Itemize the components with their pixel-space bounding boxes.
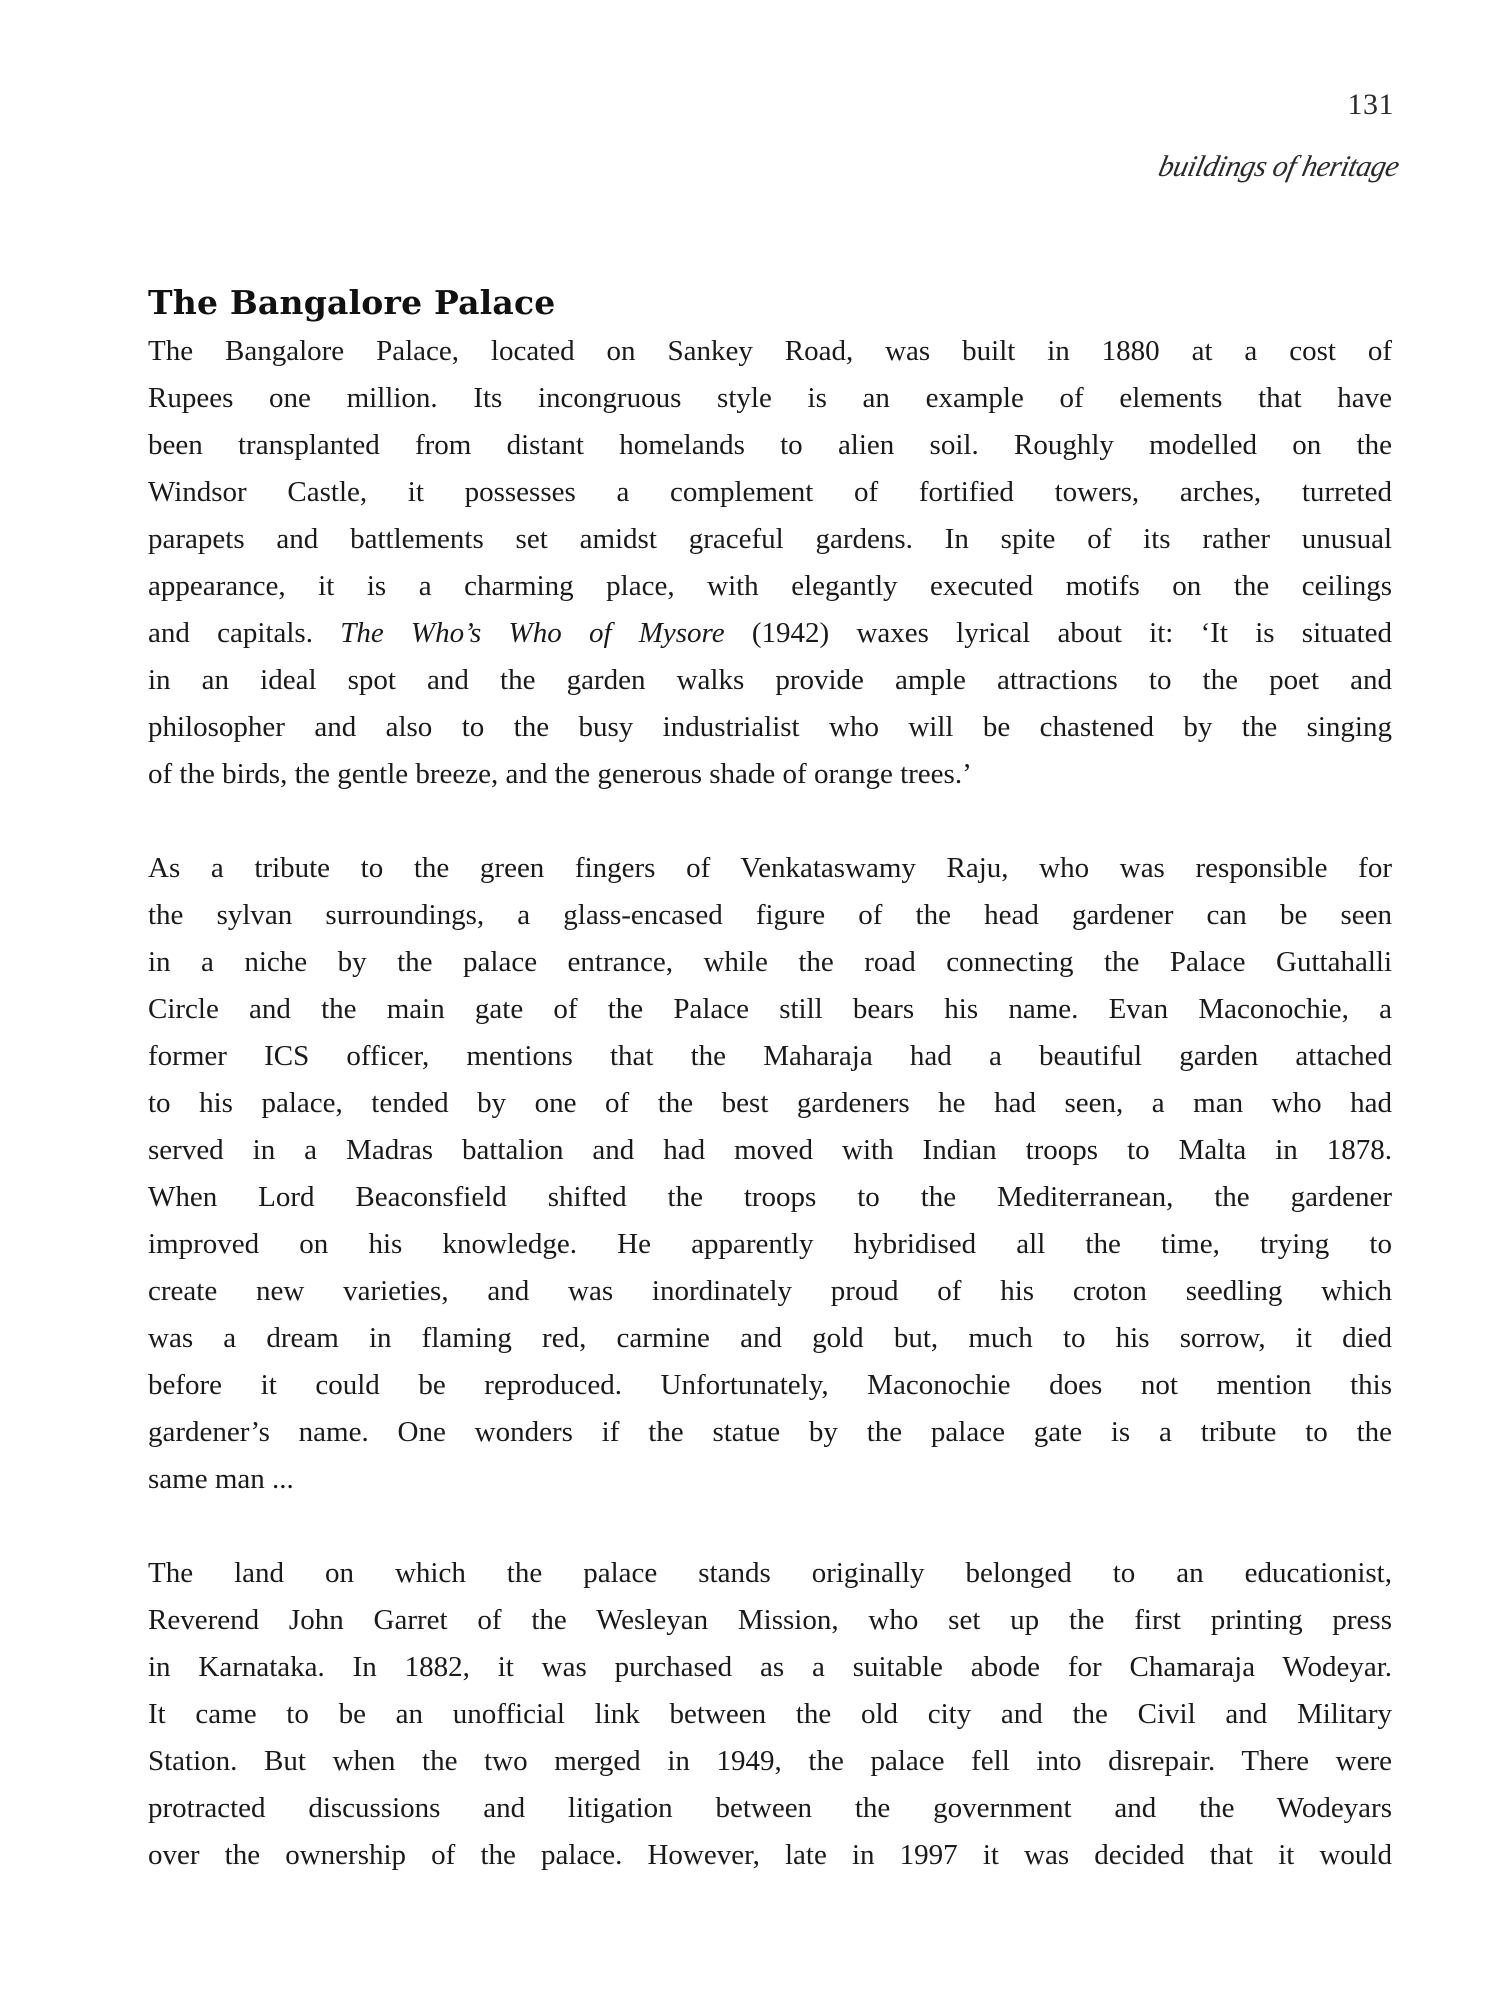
text-line: protracted discussions and litigation between the government and the Wodeyars <box>148 1792 1392 1824</box>
text-line: gardener’s name. One wonders if the statue by the palace gate is a tribute to the <box>148 1416 1392 1448</box>
text-line: Windsor Castle, it possesses a complement of fortified towers, arches, turreted <box>148 476 1392 508</box>
section-title: The Bangalore Palace <box>148 283 556 322</box>
text-line: As a tribute to the green fingers of Venkataswamy Raju, who was responsible for <box>148 852 1392 884</box>
paragraph-spacer <box>148 1503 1392 1550</box>
paragraph-spacer <box>148 798 1392 845</box>
text-line: was a dream in flaming red, carmine and gold but, much to his sorrow, it died <box>148 1322 1392 1354</box>
text-line: been transplanted from distant homelands to alien soil. Roughly modelled on the <box>148 429 1392 461</box>
paragraph-2 <box>148 845 1392 1503</box>
text-line: served in a Madras battalion and had moved with Indian troops to Malta in 1878. <box>148 1134 1392 1166</box>
text-line: of the birds, the gentle breeze, and the generous shade of orange trees.’ <box>148 758 972 790</box>
text-line: philosopher and also to the busy industrialist who will be chastened by the singing <box>148 711 1392 743</box>
paragraph-3 <box>148 1550 1392 1879</box>
text-line: parapets and battlements set amidst graceful gardens. In spite of its rather unusual <box>148 523 1392 555</box>
text-line: The land on which the palace stands originally belonged to an educationist, <box>148 1557 1392 1589</box>
text-line: in a niche by the palace entrance, while the road connecting the Palace Guttahalli <box>148 946 1392 978</box>
text-line: the sylvan surroundings, a glass-encased figure of the head gardener can be seen <box>148 899 1392 931</box>
running-head: buildings of heritage <box>1155 150 1402 183</box>
text-line: When Lord Beaconsfield shifted the troops to the Mediterranean, the gardener <box>148 1181 1392 1213</box>
text-line: create new varieties, and was inordinately proud of his croton seedling which <box>148 1275 1392 1307</box>
text-fragment: and capitals. <box>148 617 341 649</box>
text-line: The Bangalore Palace, located on Sankey Road, was built in 1880 at a cost of <box>148 335 1392 367</box>
text-line: Rupees one million. Its incongruous style is an example of elements that have <box>148 382 1392 414</box>
article-body <box>148 282 1392 1879</box>
text-line: appearance, it is a charming place, with elegantly executed motifs on the ceilings <box>148 570 1392 602</box>
text-line: Reverend John Garret of the Wesleyan Mission, who set up the first printing press <box>148 1604 1392 1636</box>
text-line: in an ideal spot and the garden walks provide ample attractions to the poet and <box>148 664 1392 696</box>
book-title-citation: The Who’s Who of Mysore <box>340 617 725 649</box>
text-line: before it could be reproduced. Unfortunately, Maconochie does not mention this <box>148 1369 1392 1401</box>
text-line: It came to be an unofficial link between the old city and the Civil and Military <box>148 1698 1392 1730</box>
text-line: over the ownership of the palace. However, late in 1997 it was decided that it would <box>148 1839 1392 1871</box>
text-line: improved on his knowledge. He apparently hybridised all the time, trying to <box>148 1228 1392 1260</box>
text-line: Station. But when the two merged in 1949, the palace fell into disrepair. There were <box>148 1745 1392 1777</box>
text-line: same man ... <box>148 1463 294 1495</box>
text-line: in Karnataka. In 1882, it was purchased as a suitable abode for Chamaraja Wodeyar. <box>148 1651 1392 1683</box>
text-fragment: (1942) waxes lyrical about it: ‘It is situated <box>724 617 1392 649</box>
paragraph-1 <box>148 328 1392 798</box>
text-line: to his palace, tended by one of the best gardeners he had seen, a man who had <box>148 1087 1392 1119</box>
page-number: 131 <box>1347 88 1394 121</box>
text-line: Circle and the main gate of the Palace still bears his name. Evan Maconochie, a <box>148 993 1392 1025</box>
text-line-with-citation <box>148 610 1392 657</box>
text-line: former ICS officer, mentions that the Maharaja had a beautiful garden attached <box>148 1040 1392 1072</box>
